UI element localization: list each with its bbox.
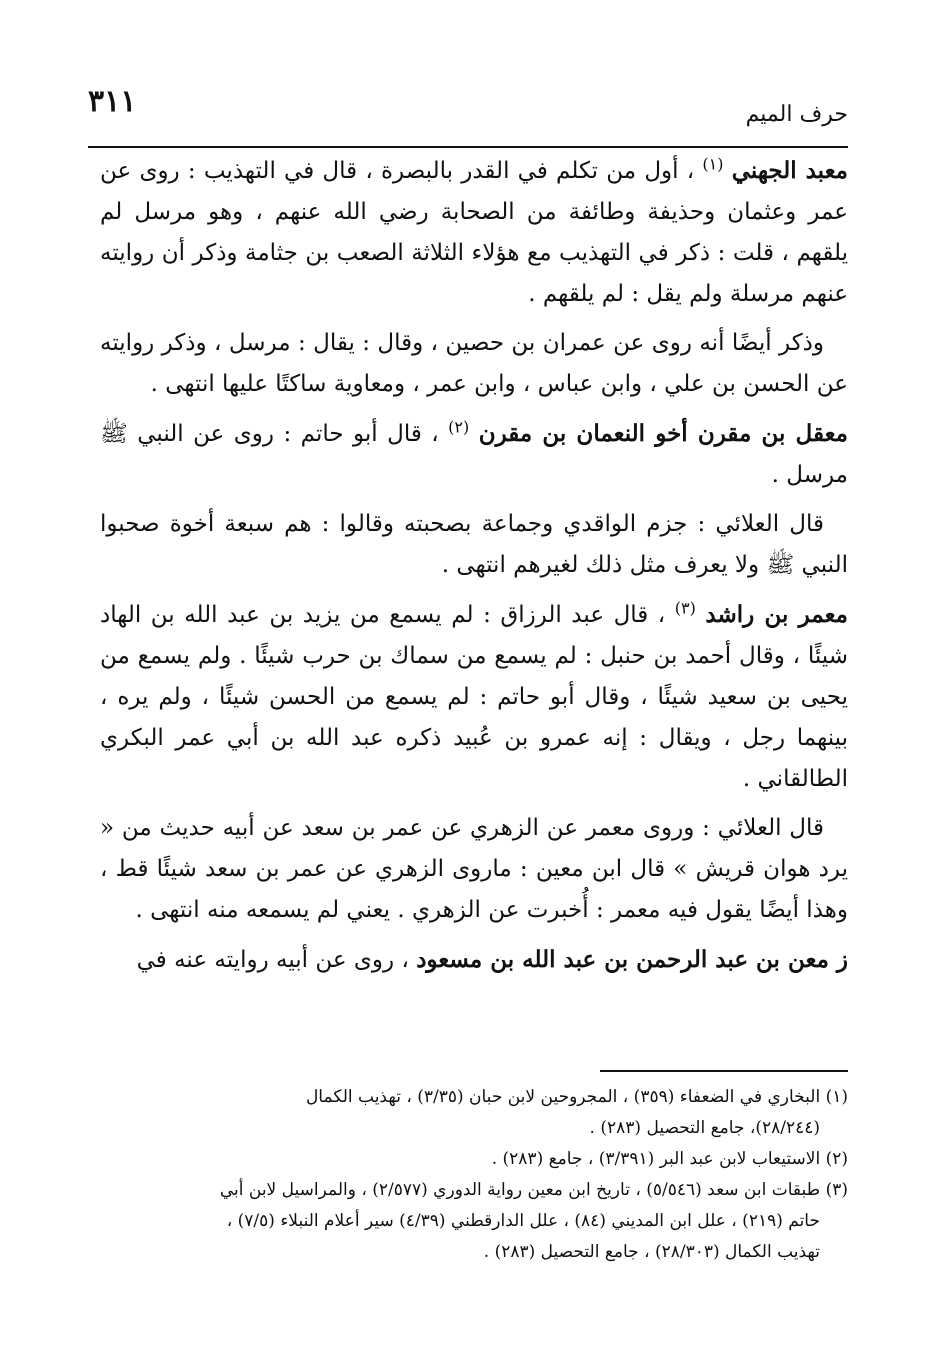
headword: معقل بن مقرن أخو النعمان بن مقرن [478,420,849,447]
headword: معمر بن راشد [705,601,848,628]
footnote-continuation: حاتم (٢١٩) ، علل ابن المديني (٨٤) ، علل الدارقطني (٤/٣٩) سير أعلام النبلاء (٧/٥) ، [226,1211,820,1231]
footnote-ref: (٢) [448,417,470,437]
entry-paragraph [100,150,848,315]
header-rule [88,146,848,148]
footnote: (٣) طبقات ابن سعد (٥/٥٤٦) ، تاريخ ابن معين رواية الدوري (٢/٥٧٧) ، والمراسيل لابن أبي [219,1180,848,1200]
entry-text: ، روى عن أبيه روايته عنه في [136,947,409,973]
footnote: (٢) الاستيعاب لابن عبد البر (٣/٣٩١) ، جامع (٢٨٣) . [491,1149,848,1169]
footnote-ref: (٣) [674,598,696,618]
footnote-ref: (١) [702,154,724,174]
entry-text: ، قال أبو حاتم : روى عن النبي ﷺ مرسل . [100,421,848,488]
footnotes [100,1082,848,1268]
paragraph-text: وذكر أيضًا أنه روى عن عمران بن حصين ، وقال : يقال : مرسل ، وذكر روايته عن الحسن بن علي ، وابن عباس ، وابن عمر ، ومعاوية ساكتًا عليها انتهى . [100,330,848,397]
page-number: ٣١١ [88,84,137,119]
footnote-continuation: (٢٨/٢٤٤)، جامع التحصيل (٢٨٣) . [589,1118,820,1138]
paragraph [100,808,848,931]
paragraph-text: قال العلائي : جزم الواقدي وجماعة بصحبته وقالوا : هم سبعة أخوة صحبوا النبي ﷺ ولا يعرف مثل ذلك لغيرهم انتهى . [100,511,848,578]
entry-paragraph [100,594,848,800]
entry-text: ، قال عبد الرزاق : لم يسمع من يزيد بن عبد الله بن الهاد شيئًا ، وقال أحمد بن حنبل : لم يسمع من سماك بن حرب شيئًا . ولم يسمع من يحيى بن سعيد شيئًا ، وقال أبو حاتم : لم يسمع من الحسن شيئًا ، ولم يره ، بينهما رجل ، ويقال : إنه عمرو بن عُبيد ذكره عبد الله بن أبي عمر البكري الطالقاني . [100,602,848,792]
entry-paragraph [100,413,848,496]
entry-text: ، أول من تكلم في القدر بالبصرة ، قال في التهذيب : روى عن عمر وعثمان وحذيفة وطائفة من الصحابة رضي الله عنهم ، وهو مرسل لم يلقهم ، قلت : ذكر في التهذيب مع هؤلاء الثلاثة الصعب بن جثامة وذكر أن روايته عنهم مرسلة ولم يقل : لم يلقهم . [100,158,848,307]
running-title: حرف الميم [745,102,848,127]
main-text [100,150,848,989]
headword: معبد الجهني [731,157,848,184]
footnote-continuation: تهذيب الكمال (٢٨/٣٠٣) ، جامع التحصيل (٢٨٣) . [483,1242,820,1262]
footnote: (١) البخاري في الضعفاء (٣٥٩) ، المجروحين لابن حبان (٣/٣٥) ، تهذيب الكمال [305,1087,848,1107]
paragraph [100,323,848,405]
page-header [88,84,848,144]
footnote-rule [600,1070,848,1072]
headword: ز معن بن عبد الرحمن بن عبد الله بن مسعود [416,946,848,973]
paragraph-text: قال العلائي : وروى معمر عن الزهري عن عمر بن سعد عن أبيه حديث من « يرد هوان قريش » قال ابن معين : ماروى الزهري عن عمر بن سعد شيئًا قط ، وهذا أيضًا يقول فيه معمر : أُخبرت عن الزهري . يعني لم يسمعه منه انتهى . [100,815,848,923]
entry-paragraph [100,939,848,981]
paragraph [100,504,848,586]
